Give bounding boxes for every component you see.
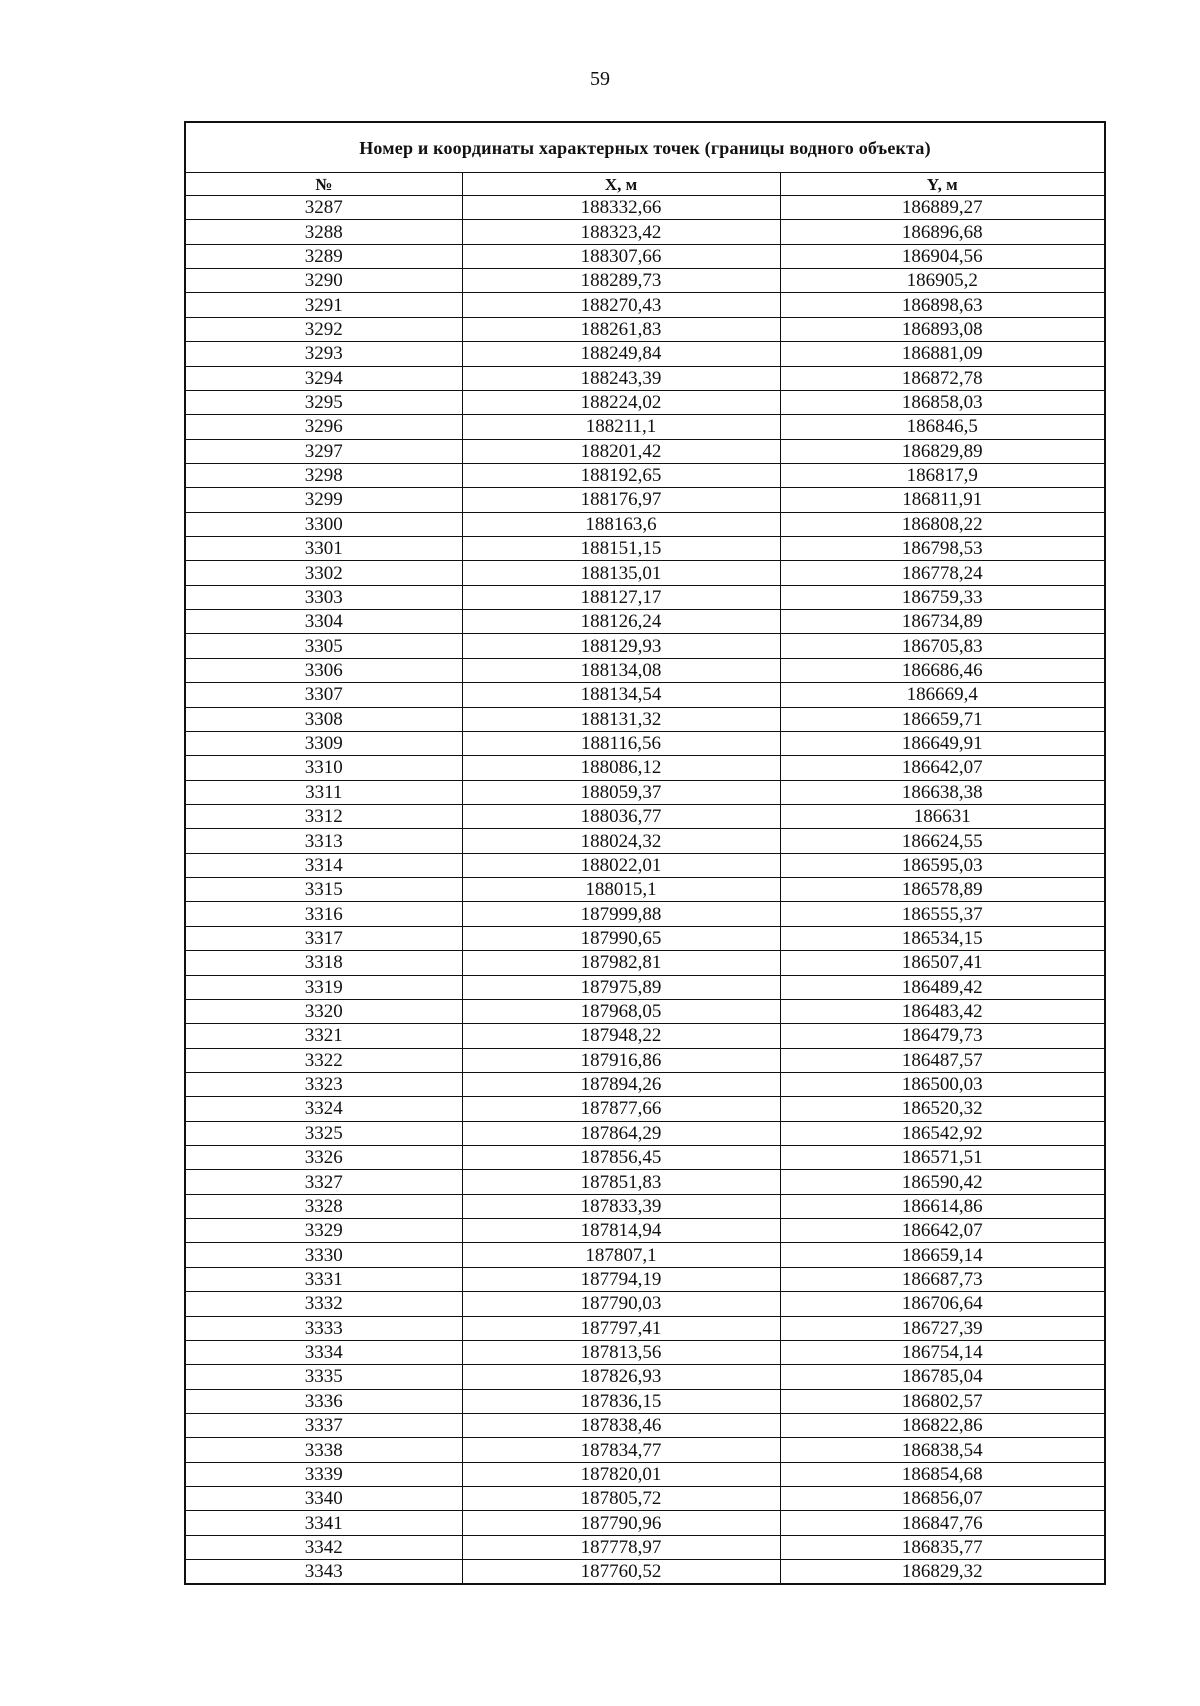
table-row: [185, 463, 1105, 487]
table-row: [185, 1097, 1105, 1121]
x-coordinate-cell: 187968,05: [462, 999, 780, 1023]
point-number-cell: 3341: [185, 1511, 462, 1535]
x-coordinate-cell: 187834,77: [462, 1438, 780, 1462]
point-number-cell: 3296: [185, 415, 462, 439]
table-row: [185, 829, 1105, 853]
y-coordinate-cell: 186898,63: [780, 293, 1105, 317]
point-number-cell: 3288: [185, 220, 462, 244]
y-coordinate-cell: 186829,32: [780, 1560, 1105, 1585]
point-number-cell: 3340: [185, 1487, 462, 1511]
point-number-cell: 3330: [185, 1243, 462, 1267]
table-row: [185, 1487, 1105, 1511]
table-row: [185, 1560, 1105, 1585]
table-row: [185, 244, 1105, 268]
table-row: [185, 269, 1105, 293]
x-coordinate-cell: 187851,83: [462, 1170, 780, 1194]
x-coordinate-cell: 188134,54: [462, 683, 780, 707]
x-coordinate-cell: 188201,42: [462, 439, 780, 463]
x-coordinate-cell: 187778,97: [462, 1535, 780, 1559]
table-row: [185, 342, 1105, 366]
table-row: [185, 585, 1105, 609]
table-row: [185, 1292, 1105, 1316]
y-coordinate-cell: 186590,42: [780, 1170, 1105, 1194]
point-number-cell: 3293: [185, 342, 462, 366]
y-coordinate-cell: 186705,83: [780, 634, 1105, 658]
y-coordinate-cell: 186817,9: [780, 463, 1105, 487]
table-row: [185, 756, 1105, 780]
x-coordinate-cell: 187760,52: [462, 1560, 780, 1585]
table-row: [185, 1316, 1105, 1340]
point-number-cell: 3323: [185, 1072, 462, 1096]
x-coordinate-cell: 187790,96: [462, 1511, 780, 1535]
y-coordinate-cell: 186785,04: [780, 1365, 1105, 1389]
point-number-cell: 3316: [185, 902, 462, 926]
y-coordinate-cell: 186754,14: [780, 1340, 1105, 1364]
point-number-cell: 3302: [185, 561, 462, 585]
x-coordinate-cell: 187813,56: [462, 1340, 780, 1364]
table-row: [185, 196, 1105, 220]
point-number-cell: 3328: [185, 1194, 462, 1218]
point-number-cell: 3336: [185, 1389, 462, 1413]
point-number-cell: 3335: [185, 1365, 462, 1389]
x-coordinate-cell: 188134,08: [462, 658, 780, 682]
table-row: [185, 512, 1105, 536]
x-coordinate-cell: 187807,1: [462, 1243, 780, 1267]
point-number-cell: 3332: [185, 1292, 462, 1316]
y-coordinate-cell: 186638,38: [780, 780, 1105, 804]
y-coordinate-cell: 186893,08: [780, 317, 1105, 341]
column-header-number: №: [185, 173, 462, 196]
x-coordinate-cell: 187894,26: [462, 1072, 780, 1096]
table-row: [185, 878, 1105, 902]
y-coordinate-cell: 186614,86: [780, 1194, 1105, 1218]
x-coordinate-cell: 187916,86: [462, 1048, 780, 1072]
y-coordinate-cell: 186487,57: [780, 1048, 1105, 1072]
y-coordinate-cell: 186759,33: [780, 585, 1105, 609]
x-coordinate-cell: 188163,6: [462, 512, 780, 536]
y-coordinate-cell: 186520,32: [780, 1097, 1105, 1121]
point-number-cell: 3295: [185, 390, 462, 414]
point-number-cell: 3309: [185, 731, 462, 755]
x-coordinate-cell: 187982,81: [462, 951, 780, 975]
table-row: [185, 1340, 1105, 1364]
y-coordinate-cell: 186687,73: [780, 1267, 1105, 1291]
table-row: [185, 1462, 1105, 1486]
x-coordinate-cell: 188127,17: [462, 585, 780, 609]
y-coordinate-cell: 186838,54: [780, 1438, 1105, 1462]
x-coordinate-cell: 188332,66: [462, 196, 780, 220]
y-coordinate-cell: 186905,2: [780, 269, 1105, 293]
table-row: [185, 999, 1105, 1023]
table-row: [185, 951, 1105, 975]
x-coordinate-cell: 188270,43: [462, 293, 780, 317]
x-coordinate-cell: 188151,15: [462, 537, 780, 561]
y-coordinate-cell: 186904,56: [780, 244, 1105, 268]
point-number-cell: 3290: [185, 269, 462, 293]
point-number-cell: 3337: [185, 1413, 462, 1437]
coordinates-table: [184, 121, 1106, 1585]
y-coordinate-cell: 186542,92: [780, 1121, 1105, 1145]
x-coordinate-cell: 188024,32: [462, 829, 780, 853]
point-number-cell: 3292: [185, 317, 462, 341]
x-coordinate-cell: 188131,32: [462, 707, 780, 731]
table-row: [185, 1121, 1105, 1145]
table-row: [185, 804, 1105, 828]
table-row: [185, 366, 1105, 390]
point-number-cell: 3307: [185, 683, 462, 707]
point-number-cell: 3287: [185, 196, 462, 220]
y-coordinate-cell: 186624,55: [780, 829, 1105, 853]
point-number-cell: 3329: [185, 1219, 462, 1243]
table-row: [185, 853, 1105, 877]
table-row: [185, 1219, 1105, 1243]
y-coordinate-cell: 186571,51: [780, 1146, 1105, 1170]
y-coordinate-cell: 186479,73: [780, 1024, 1105, 1048]
x-coordinate-cell: 187877,66: [462, 1097, 780, 1121]
y-coordinate-cell: 186854,68: [780, 1462, 1105, 1486]
y-coordinate-cell: 186829,89: [780, 439, 1105, 463]
x-coordinate-cell: 188126,24: [462, 610, 780, 634]
x-coordinate-cell: 187790,03: [462, 1292, 780, 1316]
point-number-cell: 3327: [185, 1170, 462, 1194]
y-coordinate-cell: 186727,39: [780, 1316, 1105, 1340]
table-header-row: [185, 173, 1105, 196]
table-row: [185, 1511, 1105, 1535]
y-coordinate-cell: 186822,86: [780, 1413, 1105, 1437]
y-coordinate-cell: 186856,07: [780, 1487, 1105, 1511]
x-coordinate-cell: 187814,94: [462, 1219, 780, 1243]
table-row: [185, 1048, 1105, 1072]
x-coordinate-cell: 188036,77: [462, 804, 780, 828]
point-number-cell: 3321: [185, 1024, 462, 1048]
table-row: [185, 317, 1105, 341]
table-row: [185, 390, 1105, 414]
x-coordinate-cell: 187836,15: [462, 1389, 780, 1413]
point-number-cell: 3310: [185, 756, 462, 780]
point-number-cell: 3339: [185, 1462, 462, 1486]
x-coordinate-cell: 187999,88: [462, 902, 780, 926]
column-header-y: Y, м: [780, 173, 1105, 196]
table-row: [185, 537, 1105, 561]
x-coordinate-cell: 188176,97: [462, 488, 780, 512]
x-coordinate-cell: 188129,93: [462, 634, 780, 658]
x-coordinate-cell: 188261,83: [462, 317, 780, 341]
y-coordinate-cell: 186847,76: [780, 1511, 1105, 1535]
point-number-cell: 3297: [185, 439, 462, 463]
x-coordinate-cell: 187805,72: [462, 1487, 780, 1511]
point-number-cell: 3326: [185, 1146, 462, 1170]
y-coordinate-cell: 186808,22: [780, 512, 1105, 536]
y-coordinate-cell: 186595,03: [780, 853, 1105, 877]
x-coordinate-cell: 188192,65: [462, 463, 780, 487]
y-coordinate-cell: 186686,46: [780, 658, 1105, 682]
table-row: [185, 1194, 1105, 1218]
table-row: [185, 1170, 1105, 1194]
y-coordinate-cell: 186642,07: [780, 756, 1105, 780]
table-row: [185, 683, 1105, 707]
point-number-cell: 3325: [185, 1121, 462, 1145]
page-number: 59: [590, 68, 610, 90]
y-coordinate-cell: 186642,07: [780, 1219, 1105, 1243]
table-row: [185, 707, 1105, 731]
column-header-x: X, м: [462, 173, 780, 196]
y-coordinate-cell: 186835,77: [780, 1535, 1105, 1559]
point-number-cell: 3319: [185, 975, 462, 999]
y-coordinate-cell: 186500,03: [780, 1072, 1105, 1096]
table-row: [185, 926, 1105, 950]
table-row: [185, 1243, 1105, 1267]
y-coordinate-cell: 186534,15: [780, 926, 1105, 950]
point-number-cell: 3315: [185, 878, 462, 902]
table-row: [185, 1024, 1105, 1048]
table-row: [185, 1438, 1105, 1462]
table-row: [185, 1413, 1105, 1437]
x-coordinate-cell: 187794,19: [462, 1267, 780, 1291]
y-coordinate-cell: 186896,68: [780, 220, 1105, 244]
x-coordinate-cell: 187833,39: [462, 1194, 780, 1218]
table-row: [185, 220, 1105, 244]
y-coordinate-cell: 186872,78: [780, 366, 1105, 390]
point-number-cell: 3338: [185, 1438, 462, 1462]
x-coordinate-cell: 188224,02: [462, 390, 780, 414]
x-coordinate-cell: 187990,65: [462, 926, 780, 950]
point-number-cell: 3294: [185, 366, 462, 390]
x-coordinate-cell: 188307,66: [462, 244, 780, 268]
point-number-cell: 3305: [185, 634, 462, 658]
table-row: [185, 439, 1105, 463]
x-coordinate-cell: 187826,93: [462, 1365, 780, 1389]
x-coordinate-cell: 187864,29: [462, 1121, 780, 1145]
point-number-cell: 3324: [185, 1097, 462, 1121]
x-coordinate-cell: 188323,42: [462, 220, 780, 244]
point-number-cell: 3301: [185, 537, 462, 561]
y-coordinate-cell: 186649,91: [780, 731, 1105, 755]
point-number-cell: 3289: [185, 244, 462, 268]
y-coordinate-cell: 186846,5: [780, 415, 1105, 439]
point-number-cell: 3304: [185, 610, 462, 634]
x-coordinate-cell: 188022,01: [462, 853, 780, 877]
y-coordinate-cell: 186881,09: [780, 342, 1105, 366]
point-number-cell: 3331: [185, 1267, 462, 1291]
table-row: [185, 415, 1105, 439]
x-coordinate-cell: 188059,37: [462, 780, 780, 804]
y-coordinate-cell: 186507,41: [780, 951, 1105, 975]
x-coordinate-cell: 187820,01: [462, 1462, 780, 1486]
y-coordinate-cell: 186889,27: [780, 196, 1105, 220]
table-row: [185, 561, 1105, 585]
table-row: [185, 1535, 1105, 1559]
point-number-cell: 3300: [185, 512, 462, 536]
table-row: [185, 634, 1105, 658]
x-coordinate-cell: 188116,56: [462, 731, 780, 755]
table-row: [185, 293, 1105, 317]
point-number-cell: 3314: [185, 853, 462, 877]
y-coordinate-cell: 186858,03: [780, 390, 1105, 414]
point-number-cell: 3298: [185, 463, 462, 487]
table-row: [185, 902, 1105, 926]
y-coordinate-cell: 186798,53: [780, 537, 1105, 561]
x-coordinate-cell: 187975,89: [462, 975, 780, 999]
table-row: [185, 975, 1105, 999]
x-coordinate-cell: 188135,01: [462, 561, 780, 585]
point-number-cell: 3342: [185, 1535, 462, 1559]
table-row: [185, 1072, 1105, 1096]
table-row: [185, 731, 1105, 755]
y-coordinate-cell: 186489,42: [780, 975, 1105, 999]
x-coordinate-cell: 187797,41: [462, 1316, 780, 1340]
point-number-cell: 3334: [185, 1340, 462, 1364]
y-coordinate-cell: 186578,89: [780, 878, 1105, 902]
y-coordinate-cell: 186555,37: [780, 902, 1105, 926]
point-number-cell: 3312: [185, 804, 462, 828]
table-row: [185, 1389, 1105, 1413]
point-number-cell: 3311: [185, 780, 462, 804]
x-coordinate-cell: 188243,39: [462, 366, 780, 390]
x-coordinate-cell: 187856,45: [462, 1146, 780, 1170]
table-title: Номер и координаты характерных точек (границы водного объекта): [185, 122, 1105, 173]
point-number-cell: 3313: [185, 829, 462, 853]
y-coordinate-cell: 186706,64: [780, 1292, 1105, 1316]
table-row: [185, 610, 1105, 634]
table-row: [185, 780, 1105, 804]
y-coordinate-cell: 186811,91: [780, 488, 1105, 512]
point-number-cell: 3308: [185, 707, 462, 731]
x-coordinate-cell: 187948,22: [462, 1024, 780, 1048]
table-row: [185, 1365, 1105, 1389]
x-coordinate-cell: 188086,12: [462, 756, 780, 780]
point-number-cell: 3322: [185, 1048, 462, 1072]
point-number-cell: 3317: [185, 926, 462, 950]
point-number-cell: 3306: [185, 658, 462, 682]
table-row: [185, 488, 1105, 512]
x-coordinate-cell: 187838,46: [462, 1413, 780, 1437]
y-coordinate-cell: 186659,71: [780, 707, 1105, 731]
y-coordinate-cell: 186778,24: [780, 561, 1105, 585]
table-body: [185, 196, 1105, 1585]
x-coordinate-cell: 188289,73: [462, 269, 780, 293]
point-number-cell: 3303: [185, 585, 462, 609]
y-coordinate-cell: 186734,89: [780, 610, 1105, 634]
table-row: [185, 1267, 1105, 1291]
point-number-cell: 3318: [185, 951, 462, 975]
point-number-cell: 3320: [185, 999, 462, 1023]
y-coordinate-cell: 186669,4: [780, 683, 1105, 707]
point-number-cell: 3299: [185, 488, 462, 512]
x-coordinate-cell: 188249,84: [462, 342, 780, 366]
point-number-cell: 3343: [185, 1560, 462, 1585]
y-coordinate-cell: 186802,57: [780, 1389, 1105, 1413]
y-coordinate-cell: 186631: [780, 804, 1105, 828]
y-coordinate-cell: 186659,14: [780, 1243, 1105, 1267]
table-row: [185, 1146, 1105, 1170]
x-coordinate-cell: 188211,1: [462, 415, 780, 439]
y-coordinate-cell: 186483,42: [780, 999, 1105, 1023]
x-coordinate-cell: 188015,1: [462, 878, 780, 902]
point-number-cell: 3333: [185, 1316, 462, 1340]
table-row: [185, 658, 1105, 682]
point-number-cell: 3291: [185, 293, 462, 317]
